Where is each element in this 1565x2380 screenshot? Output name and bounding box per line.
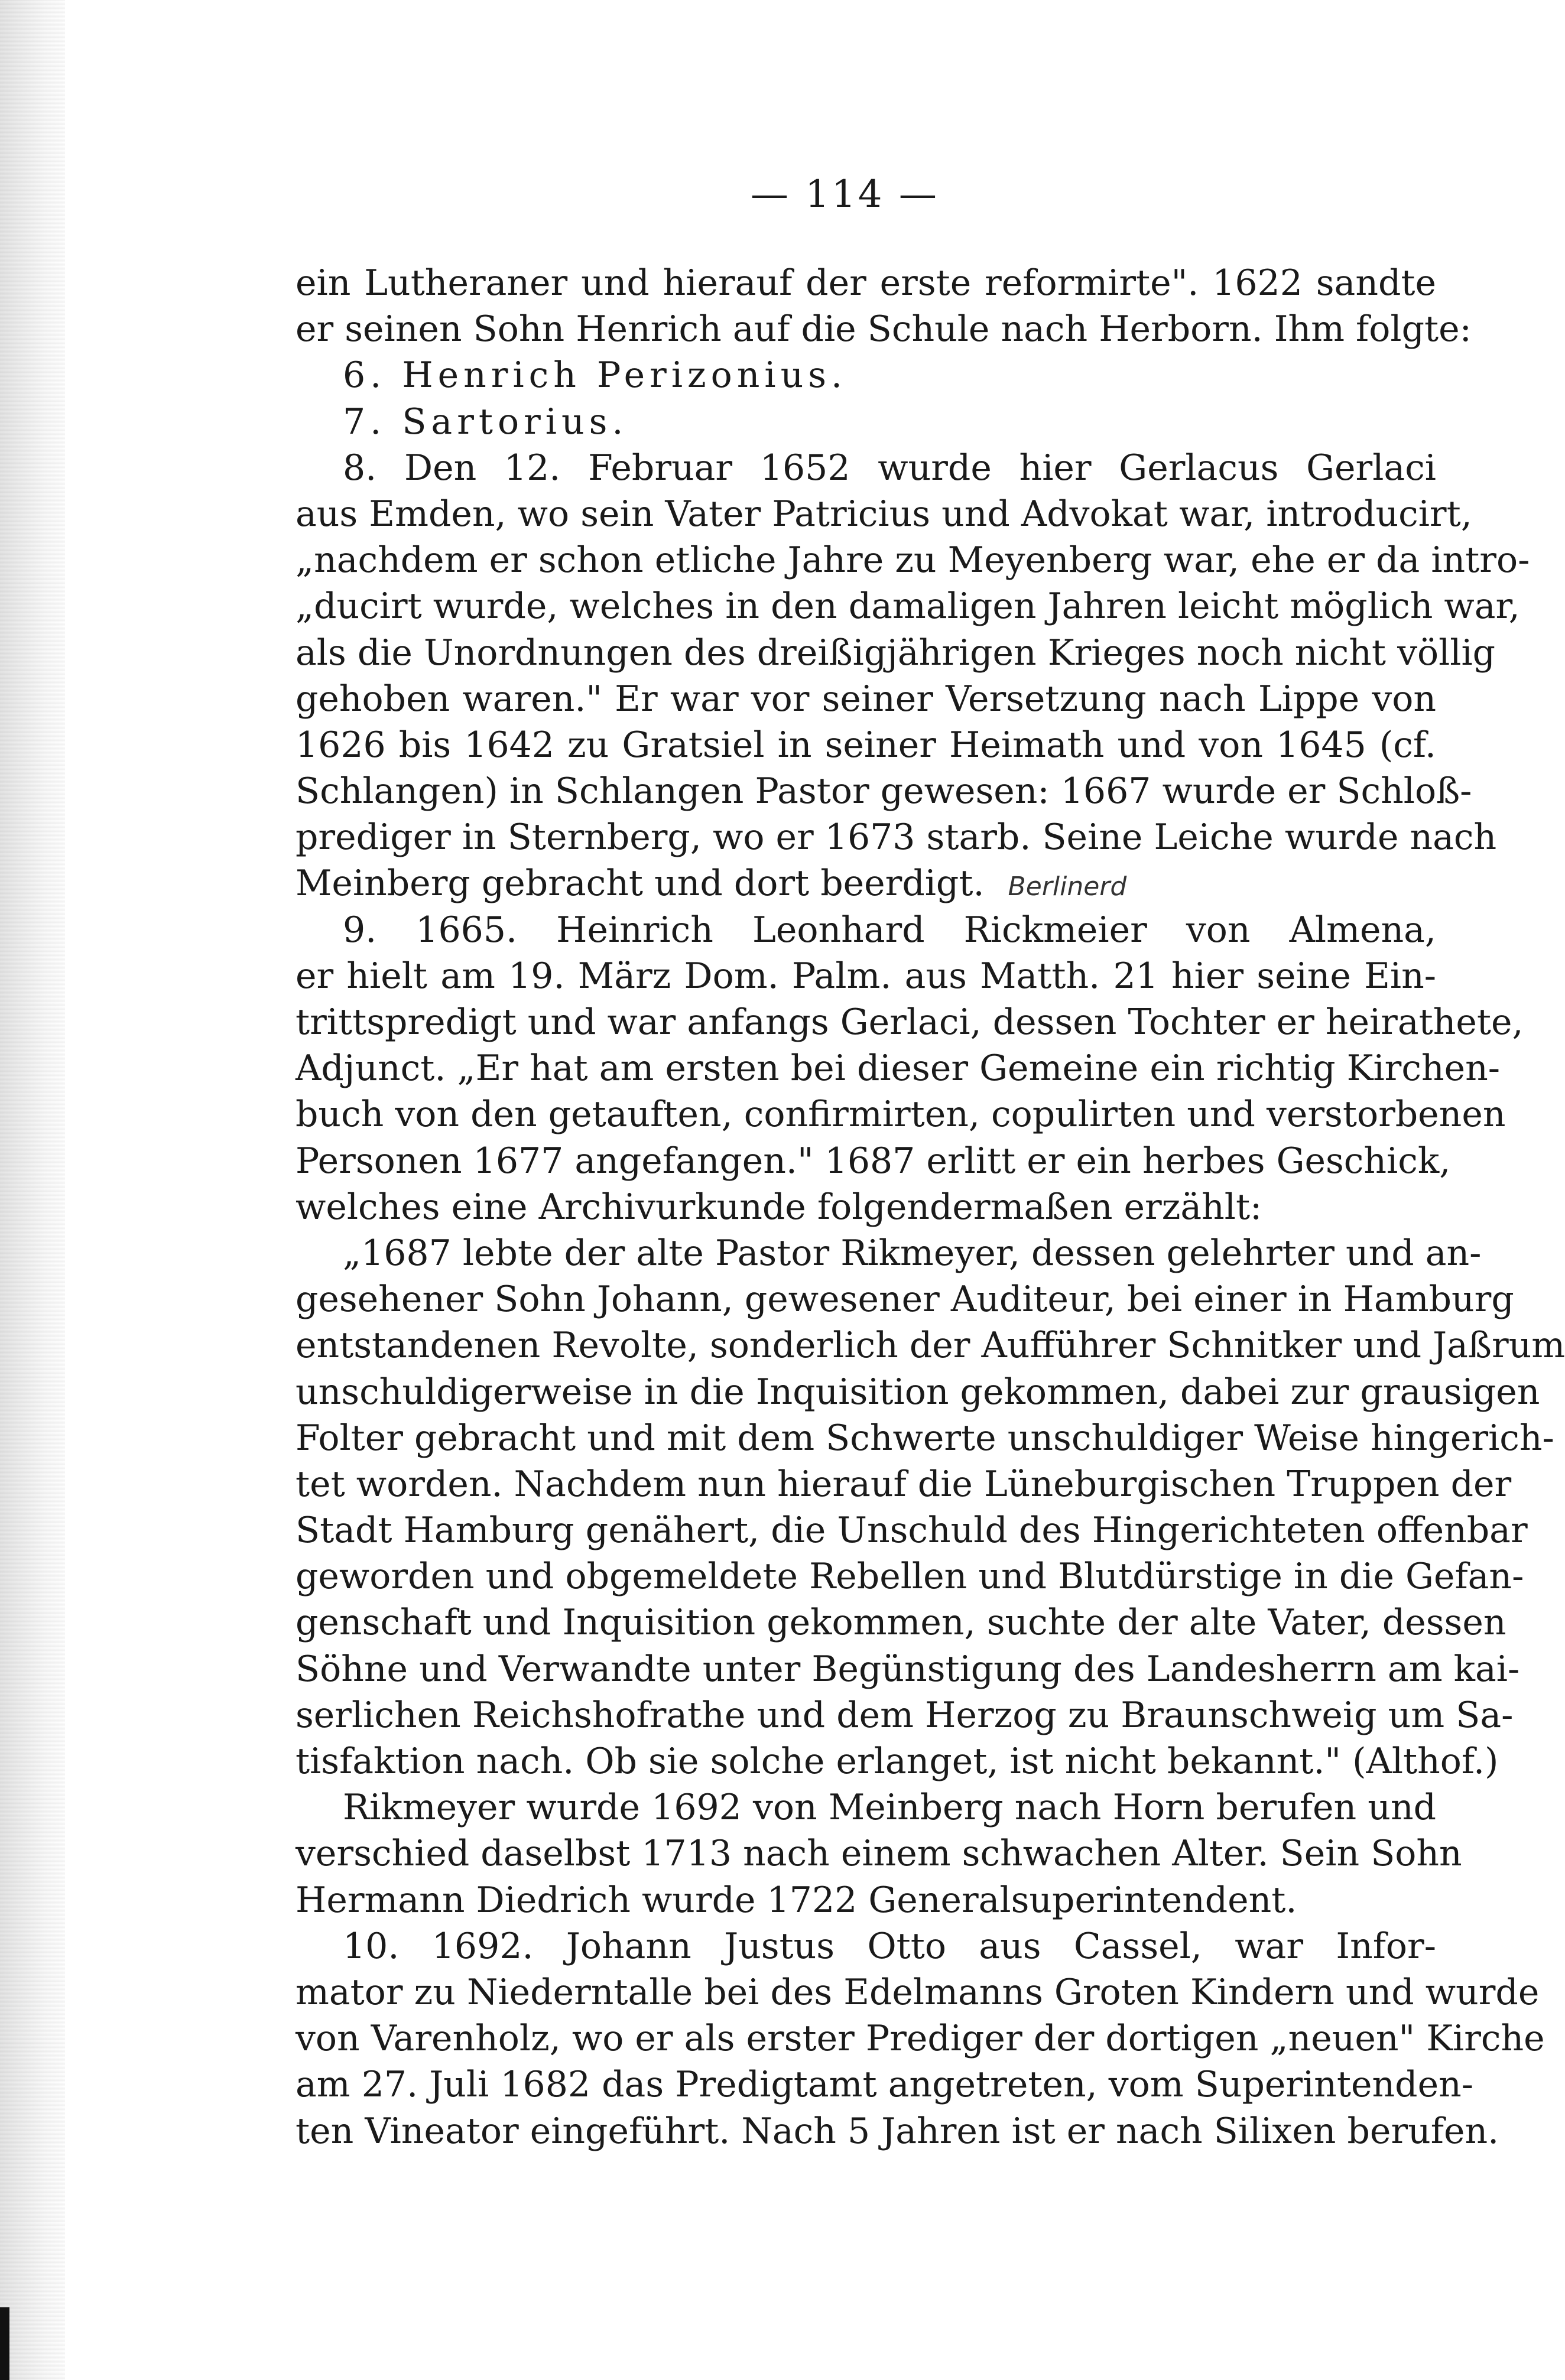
text-line: prediger in Sternberg, wo er 1673 starb. Seine Leiche wurde nach — [296, 817, 1497, 859]
text-line: Schlangen) in Schlangen Pastor gewesen: 1667 wurde er Schloß- — [296, 770, 1472, 812]
handwritten-note: Berlinerd — [1008, 872, 1127, 902]
text-line: trittspredigt und war anfangs Gerlaci, dessen Tochter er heirathete, — [296, 1002, 1524, 1043]
text-line: 10. 1692. Johann Justus Otto aus Cassel, war Infor- — [343, 1925, 1436, 1967]
text-line: Stadt Hamburg genähert, die Unschuld des Hingerichteten offenbar — [296, 1510, 1528, 1552]
text-line: Adjunct. „Er hat am ersten bei dieser Gemeine ein richtig Kirchen- — [296, 1048, 1501, 1090]
text-line: Hermann Diedrich wurde 1722 Generalsuperintendent. — [296, 1879, 1297, 1921]
text-line: tisfaktion nach. Ob sie solche erlanget, ist nicht bekannt." (Althof.) — [296, 1741, 1499, 1782]
body-text — [296, 260, 1565, 2154]
text-line: tet worden. Nachdem nun hierauf die Lüneburgischen Truppen der — [296, 1463, 1512, 1505]
page-number: — 114 — — [751, 173, 939, 216]
text-span: Meinberg gebracht und dort beerdigt. — [296, 863, 985, 905]
text-line: von Varenholz, wo er als erster Prediger der dortigen „neuen" Kirche — [296, 2018, 1545, 2060]
book-gutter-shadow — [0, 0, 65, 2380]
text-line: als die Unordnungen des dreißigjährigen Krieges noch nicht völlig — [296, 632, 1496, 674]
text-line: aus Emden, wo sein Vater Patricius und Advokat war, introducirt, — [296, 493, 1472, 535]
text-line: mator zu Niederntalle bei des Edelmanns Groten Kindern und wurde — [296, 1971, 1540, 2013]
text-line: Folter gebracht und mit dem Schwerte unschuldiger Weise hingerich- — [296, 1417, 1554, 1459]
text-line: welches eine Archivurkunde folgendermaßen erzählt: — [296, 1186, 1262, 1228]
text-line: entstandenen Revolte, sonderlich der Aufführer Schnitker und Jaßrum — [296, 1325, 1565, 1367]
text-line: Söhne und Verwandte unter Begünstigung des Landesherrn am kai- — [296, 1648, 1520, 1690]
text-line: 8. Den 12. Februar 1652 wurde hier Gerlacus Gerlaci — [343, 447, 1436, 489]
text-line: Personen 1677 angefangen." 1687 erlitt er ein herbes Geschick, — [296, 1140, 1451, 1182]
text-line: gehoben waren." Er war vor seiner Versetzung nach Lippe von — [296, 678, 1436, 720]
text-line: genschaft und Inquisition gekommen, suchte der alte Vater, dessen — [296, 1602, 1506, 1644]
text-line: am 27. Juli 1682 das Predigtamt angetreten, vom Superintenden- — [296, 2064, 1474, 2106]
text-line: verschied daselbst 1713 nach einem schwachen Alter. Sein Sohn — [296, 1833, 1462, 1875]
text-line: buch von den getauften, confirmirten, copulirten und verstorbenen — [296, 1094, 1506, 1136]
text-line: „1687 lebte der alte Pastor Rikmeyer, dessen gelehrter und an- — [343, 1232, 1482, 1274]
text-line: serlichen Reichshofrathe und dem Herzog zu Braunschweig um Sa- — [296, 1694, 1514, 1736]
margin-mark — [0, 2307, 9, 2380]
text-line: ein Lutheraner und hierauf der erste reformirte". 1622 sandte — [296, 262, 1436, 304]
text-line: ten Vineator eingeführt. Nach 5 Jahren ist er nach Silixen berufen. — [296, 2110, 1499, 2152]
text-line: 1626 bis 1642 zu Gratsiel in seiner Heimath und von 1645 (cf. — [296, 724, 1436, 766]
text-line: 9. 1665. Heinrich Leonhard Rickmeier von Almena, — [343, 909, 1436, 951]
text-line: unschuldigerweise in die Inquisition gekommen, dabei zur grausigen — [296, 1371, 1540, 1413]
text-line-with-note — [296, 860, 1436, 906]
text-line: gesehener Sohn Johann, gewesener Auditeur, bei einer in Hamburg — [296, 1279, 1514, 1321]
text-line: er seinen Sohn Henrich auf die Schule nach Herborn. Ihm folgte: — [296, 308, 1472, 350]
text-line: Rikmeyer wurde 1692 von Meinberg nach Horn berufen und — [343, 1787, 1436, 1829]
text-line: „nachdem er schon etliche Jahre zu Meyenberg war, ehe er da intro- — [296, 539, 1530, 581]
text-line: 6. Henrich Perizonius. — [343, 355, 848, 396]
text-line: geworden und obgemeldete Rebellen und Blutdürstige in die Gefan- — [296, 1556, 1524, 1598]
text-line: „ducirt wurde, welches in den damaligen Jahren leicht möglich war, — [296, 586, 1520, 627]
text-line: 7. Sartorius. — [343, 401, 628, 443]
text-line: er hielt am 19. März Dom. Palm. aus Matth. 21 hier seine Ein- — [296, 955, 1436, 997]
